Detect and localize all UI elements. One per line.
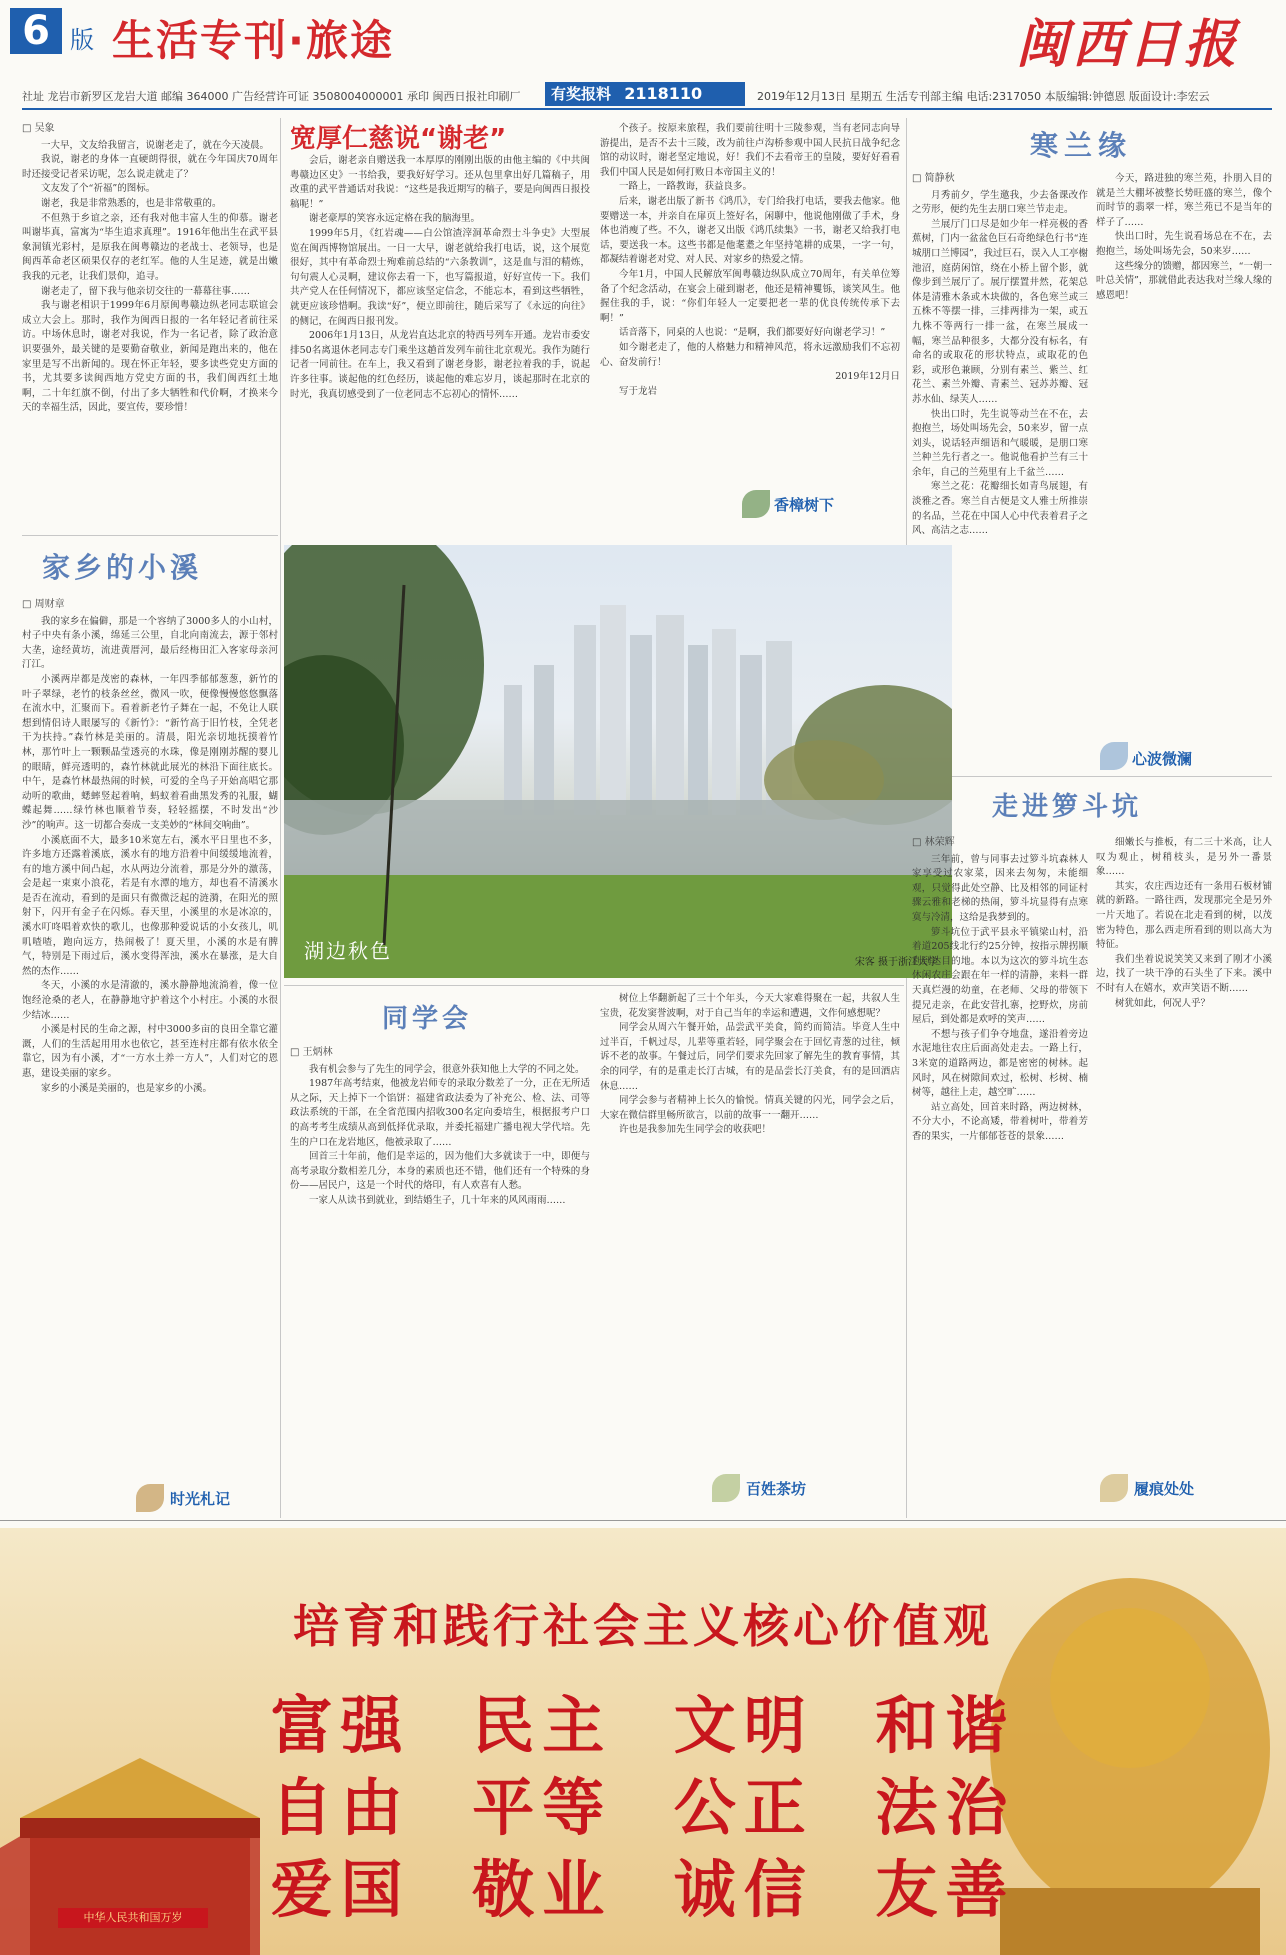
- value-word: 敬业: [472, 1853, 613, 1926]
- newspaper-logo: 闽西日报: [1015, 14, 1240, 75]
- row-divider: [22, 535, 278, 536]
- article-luo-dou-keng-part2: [1096, 836, 1272, 1466]
- article-date: 2019年12月日: [835, 371, 900, 383]
- paragraph: 月秀前夕，学生邀我，少去备课改作之劳形，便约先生去朋口寒兰节走走。: [912, 189, 1088, 216]
- paragraph: 1987年高考结束，他被龙岩师专的录取分数差了一分，正在无所适从之际，天上掉下一个馅饼：福建省政法委为了补充公、检、法、司等政法系统的干部，在全省范围内招收300名定向委培生，根据报考户口的高考考生成绩从高到低择优录取，并委托福建广播电视大学代培。先生的户口在龙岩地区，他被录取了……: [290, 1078, 590, 1148]
- paragraph: 快出口时，先生说等动兰在不在，去抱抱兰，场处叫场先会，50来岁，留一点刘头，说话轻声细语和气暖暖，是朋口寒兰种兰先行者之一。他说他看护兰有三十余年，自己的兰苑里有上千盆兰……: [912, 408, 1088, 478]
- tea-icon: [712, 1474, 740, 1502]
- row-divider: [284, 985, 904, 986]
- article-byline: □ 简静秋: [912, 173, 955, 184]
- paragraph: 1999年5月，《红岩魂——白公馆渣滓洞革命烈士斗争史》大型展览在闽西博物馆展出。一日一大早，谢老就给我打电话，说，这个展览很好，其中有革命烈士殉难前总结的“六条教训”，这是血与泪的精炼，句句震人心灵啊，建议你去看一下，也写篇报道，好好宣传一下。我们共产党人在任何情况下，都应该坚定信念，不能忘本，看到这些牺牲，就更应该珍惜啊。我读“好”，便立即前往，随后采写了《永远的向往》的侧记，在闽西日报刊发。: [290, 227, 590, 327]
- paragraph: 同学会参与者精神上长久的愉悦。情真关键的闪光，同学会之后，大家在微信群里畅所欲言，以前的故事一一翻开……: [600, 1095, 900, 1121]
- paragraph: 谢老走了，留下我与他亲切交往的一幕幕往事……: [41, 285, 251, 297]
- paragraph: 树犹如此，何况人乎？: [1115, 997, 1211, 1009]
- value-word: 和谐: [875, 1689, 1016, 1762]
- banner-title: 培育和践行社会主义核心价值观: [293, 1599, 993, 1653]
- paragraph: 我有机会参与了先生的同学会，很意外获知他上大学的不同之处。: [309, 1063, 585, 1075]
- banner-divider: [0, 1520, 1286, 1521]
- page-number: 6: [10, 8, 62, 54]
- paragraph: 其实，农庄西边还有一条用石板材铺就的新路。一路往西，发现那完全是另外一片天地了。若说在北走看到的树，以茂密为特色，那么西走所看到的则以高大为特征。: [1096, 880, 1272, 951]
- hotline-number: 2118110: [624, 84, 703, 103]
- values-line-3: [0, 1840, 1286, 1929]
- paragraph: 我与谢老相识于1999年6月原闽粤赣边纵老同志联谊会成立大会上。那时，我作为闽西日报的一名年轻记者前往采访。中场休息时，谢老对我说，作为一名记者，除了政治意识要强外，最关键的是要勤奋敬业，新闻是跑出来的，他在家里是写不出新闻的。现在怀正年轻，要多读些党史方面的书，尤其要多读闽西地方党史方面的书，我们闽西红土地啊，二十年红旗不倒，付出了多大牺牲和代价啊，才换来今天的幸福生活，因此，要宣传，要珍惜！: [22, 300, 278, 414]
- masthead-rule: [22, 108, 1272, 110]
- paragraph: 一大早，文友给我留言，说谢老走了，就在今天凌晨。: [41, 139, 270, 151]
- paragraph: 家乡的小溪是美丽的，也是家乡的小溪。: [41, 1082, 213, 1094]
- article-tong-xue-hui-part1: [290, 1046, 590, 1506]
- value-word: 平等: [472, 1771, 613, 1844]
- value-word: 自由: [270, 1771, 411, 1844]
- headline-han-lan: 寒兰缘: [1030, 129, 1133, 162]
- paragraph: 我们坐着说说笑笑又来到了刚才小溪边，找了一块干净的石头坐了下来。溪中不时有人在嬉水，欢声笑语不断……: [1096, 953, 1272, 994]
- paragraph: 箩斗坑位于武平县永平镇梁山村，沿着道205线北行约25分钟，按指示牌拐顺利到达目的地。本以为这次的箩斗坑生态休闲农庄会跟在年一样的清静，来料一群天真烂漫的幼童，在老师、父母的带领下提兄走亲，在此安营扎寨，挖野炊，房前屋后，到处都是欢呼的笑声……: [912, 926, 1088, 1026]
- paragraph: 如今谢老走了，他的人格魅力和精神风范，将永远激励我们不忘初心、奋发前行！: [600, 341, 900, 368]
- lamp-icon: [136, 1484, 164, 1512]
- article-byline: □ 吴象: [22, 123, 55, 134]
- paragraph: 小溪是村民的生命之源，村中3000多亩的良田全靠它灌溉，人们的生活起用用水也依它，甚至连村庄都有依水依全靠它，因为有小溪，才“一方水土养一方人”，人们对它的恩惠，建设美丽的家乡。: [22, 1024, 278, 1079]
- section-title: 生活专刊·旅途: [112, 16, 394, 65]
- column-divider: [280, 118, 281, 1518]
- paragraph: 回首三十年前，他们是幸运的，因为他们大多就读于一中，即便与高考录取分数相差几分，本身的素质也还不错，他们还有一个特殊的身份——居民户，这是一个时代的烙印，有人欢喜有人愁。: [290, 1151, 590, 1192]
- paragraph: 不但熟于乡谊之亲，还有我对他丰富人生的仰慕。谢老叫谢毕真，富寓为“毕生追求真理”。1916年他出生在武平县象洞镇光彩村，是原我在闽粤赣边的老战士、老领导，也是闽西革命老区硕果仅存的老红军。他的人生足迹，就是出嫩我我的元老，让我们景仰，追寻。: [22, 212, 278, 282]
- article-place: 写于龙岩: [619, 385, 658, 397]
- hotline-box: [545, 82, 745, 106]
- paragraph: 小溪两岸都是茂密的森林，一年四季郁郁葱葱，新竹的叶子翠绿，老竹的枝条丝丝，微风一吹，便像慢慢悠悠飘落在流水中，汇聚而下。看着新老竹子舞在一起，不免让人联想到情侣诗人眼屡写的《新竹》：“新竹高于旧竹枝，全凭老干为扶持。”森竹林是美丽的。清晨，阳光亲切地抚摸着竹林，那竹叶上一颗颗晶莹透亮的水珠，像是刚刚苏醒的婴儿的眼睛，鲜亮透明的，森竹林就此展光的林沿下面往底长。中午，是森竹林最热闹的时候，可爱的全鸟子开始高唱它那动听的歌曲，蟋蟀竖起着响，蚂蚁着看曲黑发秀的礼服，蝴蝶起舞……绿竹林也顺着节奏，轻轻摇摆，不时发出“沙沙”的响声。这一切都合奏成一支美妙的“林间交响曲”。: [22, 673, 278, 831]
- gate-plaque: 中华人民共和国万岁: [58, 1908, 208, 1928]
- headline-xie-lao: 宽厚仁慈说“谢老”: [290, 124, 507, 154]
- photo-caption: 湖边秋色: [304, 939, 392, 963]
- column-tag: 香樟树下: [774, 496, 835, 514]
- paragraph: 谢老，我是非常熟悉的，也是非常敬重的。: [41, 197, 222, 209]
- lake-photo: [284, 545, 952, 978]
- paragraph: 小溪底面不大，最多10米宽左右，溪水平日里也不多，许多地方还露着溪底，溪水有的地方沿着中间缓缓地流着，有的地方溪中间凸起，水从两边分流着，那是分外的激荡，会是起一束束小浪花，若是有水潭的地方，却也看不清溪水是否在流动，看到的是面只有微微泛起的涟漪，在阳光的照射下，闪开有金子在闪烁。春天里，小溪里的水是冰凉的，溪水叮咚唱着欢快的歌儿，也像那种爱说话的小女孩儿，叽叽喳喳，跑向远方，热闹极了！夏天里，小溪的水是有脾气，特别是下雨过后，溪水变得浑浊，溪水在暴涨，是大自然的杰作……: [22, 834, 278, 977]
- issue-info: 2019年12月13日 星期五 生活专刊部主编 电话:2317050 本版编辑:钟德恩 版面设计:李宏云: [757, 90, 1210, 103]
- paragraph: 站立高处，回首来时路，两边树林，不分大小，不论高矮，带着树叶，带着芳香的果实，一片郁郁苍苍的景象……: [912, 1101, 1088, 1142]
- headline-xiao-xi: 家乡的小溪: [42, 551, 203, 584]
- paragraph: 同学会从周六午餐开始，品尝武平美食，简约而简洁。毕竟人生中过半百，千帆过尽，儿辈等重若轻，同学聚会在于回忆青葱的过往，倾诉不老的故事。午餐过后，同学们要求先回家了解先生的教育事情，其余的同学，有的是重走长汀古城，有的是品尝长汀美食，有的是回酒店休息……: [600, 1022, 900, 1092]
- paragraph: 话音落下，同桌的人也说：“是啊，我们都要好好向谢老学习！”: [619, 327, 886, 339]
- value-word: 民主: [472, 1689, 613, 1762]
- values-line-2: [0, 1758, 1286, 1847]
- article-byline: □ 周财章: [22, 599, 65, 610]
- paragraph: 我的家乡在偏僻，那是一个容纳了3000多人的小山村，村子中央有条小溪，绵延三公里，自北向南流去，源于邻村大垄，途经黄坊，流进黄厝河，最后经梅田汇入客家母亲河汀江。: [22, 615, 278, 671]
- paragraph: 谢老豪厚的笑容永远定格在我的脑海里。: [309, 213, 481, 225]
- column-tag: 百姓茶坊: [746, 1480, 807, 1498]
- masthead: [0, 0, 1286, 75]
- photo-credit: 宋客 摄于浙江大学: [854, 957, 938, 968]
- paragraph: 这些缘分的馈赠，都因寒兰，“一朝一叶总关情”，那就借此表达我对兰缘人缘的感恩吧！: [1096, 260, 1272, 301]
- article-byline: □ 林荣辉: [912, 837, 955, 848]
- headline-luo-dou-keng: 走进箩斗坑: [992, 792, 1143, 822]
- core-values-banner: [0, 1528, 1286, 1955]
- paragraph: 快出口时，先生说看场总在不在，去抱抱兰，场处叫场先会，50来岁……: [1096, 231, 1272, 257]
- article-xie-lao-part3: [600, 122, 900, 502]
- value-word: 富强: [270, 1689, 411, 1762]
- value-word: 友善: [875, 1853, 1016, 1926]
- paragraph: 今年1月，中国人民解放军闽粤赣边纵队成立70周年，有关单位筹备了个纪念活动，在宴会上碰到谢老，他还是精神矍铄，谈笑风生。他握住我的手，说：“你们年轻人一定要把老一辈的优良传统传承下去啊！”: [600, 268, 900, 324]
- value-word: 文明: [673, 1689, 814, 1762]
- paragraph: 寒兰之花：花瓣细长如青鸟展翅，有淡雅之香。寒兰自古便是文人雅士所推崇的名品，兰花在中国人心中代表着君子之风、高洁之志……: [912, 481, 1088, 537]
- paragraph: 不想与孩子们争夺地盘，遂沿着旁边水泥地往农庄后面高处走去。一路上行，3米宽的道路两边，都是密密的树林。起风时，风在树隙间欢过，松树、杉树、楠树等，越往上走，越空旷……: [912, 1028, 1088, 1099]
- paragraph: 冬天，小溪的水是清澈的，溪水静静地流淌着，像一位饱经沧桑的老人，在静静地守护着这个小村庄。小溪的水很少结冰……: [22, 980, 278, 1021]
- article-xiao-xi: [22, 598, 278, 1478]
- paragraph: 文友发了个“祈福”的图标。: [41, 183, 156, 195]
- paragraph: 今天，路进独的寒兰苑，扑朋入目的就是兰大棚坏被整长势旺盛的寒兰，像个而时节的翡翠一样，寒兰苑已不是当年的样子了……: [1096, 173, 1272, 228]
- paragraph: 兰展厅门口尽是如少年一样亮极的香蕉树，门内一盆盆色巨石奇绝绿色行书“连城朋口兰博园”，我过巨石，误入人工亭榭池沼，庭荫闲馆，绕在小桥上留个影，就像步到兰展厅了。展厅摆置井然，花架总体是清雅木条或木块做的，各色寒兰或三五株不等摆一排，三排两排为一架，或五九株不等两行一排一盆，在寒兰展成一幅，寒兰品种很多，大都分没有标名，有命名的或取花的形状特点，或取花的色彩，或形色兼顾，分别有素兰、紫兰、红花兰、素兰外瓣、青素兰、冠苏苏瓣、冠苏水仙、绿芙人……: [912, 218, 1088, 405]
- value-word: 爱国: [270, 1853, 411, 1926]
- article-byline: □ 王炳林: [290, 1047, 333, 1058]
- value-word: 公正: [673, 1771, 814, 1844]
- article-xie-lao-part1: [22, 122, 278, 530]
- headline-tong-xue-hui: 同学会: [382, 1004, 473, 1034]
- column-tag: 履痕处处: [1134, 1480, 1195, 1498]
- column-tag: 时光札记: [170, 1490, 231, 1508]
- column-tag: 心波微澜: [1132, 750, 1193, 768]
- value-word: 法治: [875, 1771, 1016, 1844]
- paragraph: 后来，谢老出版了新书《鸿爪》，专门给我打电话，要我去他家。他要赠送一本，并亲自在扉页上签好名，闲聊中，他说他刚做了手术，身体也消瘦了些。不久，谢老又出版《鸿爪续集》一书，谢老又给我打电话，要送我一本。这些书都是他耄耋之年坚持笔耕的成果，一字一句，都凝结着谢老对党、对人民、对家乡的热爱之情。: [600, 195, 900, 266]
- hotline-label: 有奖报料: [551, 85, 612, 103]
- photo-illustration: [284, 545, 952, 978]
- paragraph: 个孩子。按原来旅程，我们要前往明十三陵参观，当有老同志向导游提出，是否不去十三陵，改为前往卢沟桥参观中国人民抗日战争纪念馆的动议时，谢老坚定地说，好！我们不去看帝王的皇陵，要好好看看我们中国人民是如何打败日本帝国主义的！: [600, 123, 900, 178]
- paragraph: 会后，谢老亲自赠送我一本厚厚的刚刚出版的由他主编的《中共闽粤赣边区史》一书给我，要我好好学习。还从包里拿出好几篇稿子，用改重的武平普通话对我说：“这些是我近期写的稿子，要是向闽西日报投稿呢！”: [290, 155, 590, 210]
- footprint-icon: [1100, 1474, 1128, 1502]
- flower-icon: [1100, 742, 1128, 770]
- paragraph: 一路上，一路教诲，获益良多。: [619, 181, 753, 193]
- article-han-lan-part2: [1096, 172, 1272, 732]
- article-tong-xue-hui-part2: [600, 992, 900, 1462]
- paragraph: 一家人从读书到就业，到结婚生子，几十年来的风风雨雨……: [309, 1194, 566, 1206]
- paragraph: 许也是我参加先生同学会的收获吧！: [619, 1124, 772, 1136]
- paragraph: 2006年1月13日，从龙岩直达北京的特西号列车开通。龙岩市委安排50名离退休老同志专门乘坐这趟首发列车前往北京观光。我作为随行记者一同前往。在车上，我又看到了谢老身影，谢老拉着我的手，说起许多往事。谈起他的红色经历，谈起他的难忘岁月，谈起那时在北京的时光，我真切感受到了一位老同志不忘初心的情怀……: [290, 330, 590, 400]
- value-word: 诚信: [673, 1853, 814, 1926]
- values-line-1: [0, 1676, 1286, 1765]
- row-divider: [910, 776, 1272, 777]
- article-xie-lao-part2: [290, 154, 590, 538]
- paragraph: 我说，谢老的身体一直硬朗得很，就在今年国庆70周年时还接受记者采访呢，怎么说走就走了？: [22, 154, 278, 180]
- publisher-info: 社址 龙岩市新罗区龙岩大道 邮编 364000 广告经营许可证 3508004000001 承印 闽西日报社印刷厂: [22, 90, 521, 103]
- info-bar: [22, 84, 1272, 106]
- leaf-icon: [742, 490, 770, 518]
- paragraph: 细嫩长与推板，有二三十米高，让人叹为观止，树稍枝头，是另外一番景象……: [1096, 837, 1272, 878]
- paragraph: 树位上华翻新起了三十个年头，今天大家难得聚在一起，共叙人生宝贵，花发窦誉波啊，对于自己当年的幸运和遭遇，文作何感想呢？: [600, 993, 900, 1019]
- paragraph: 三年前，曾与同事去过箩斗坑森林人家享受过农家菜，因来去匆匆，未能细观，只觉得此处空静、比及相邻的同证村骤云雅和老梯的热闹，箩斗坑显得有点寒寞与冷清，这给是我梦到的。: [912, 853, 1088, 923]
- article-luo-dou-keng-part1: [912, 836, 1088, 1506]
- page-unit: 版: [70, 26, 94, 54]
